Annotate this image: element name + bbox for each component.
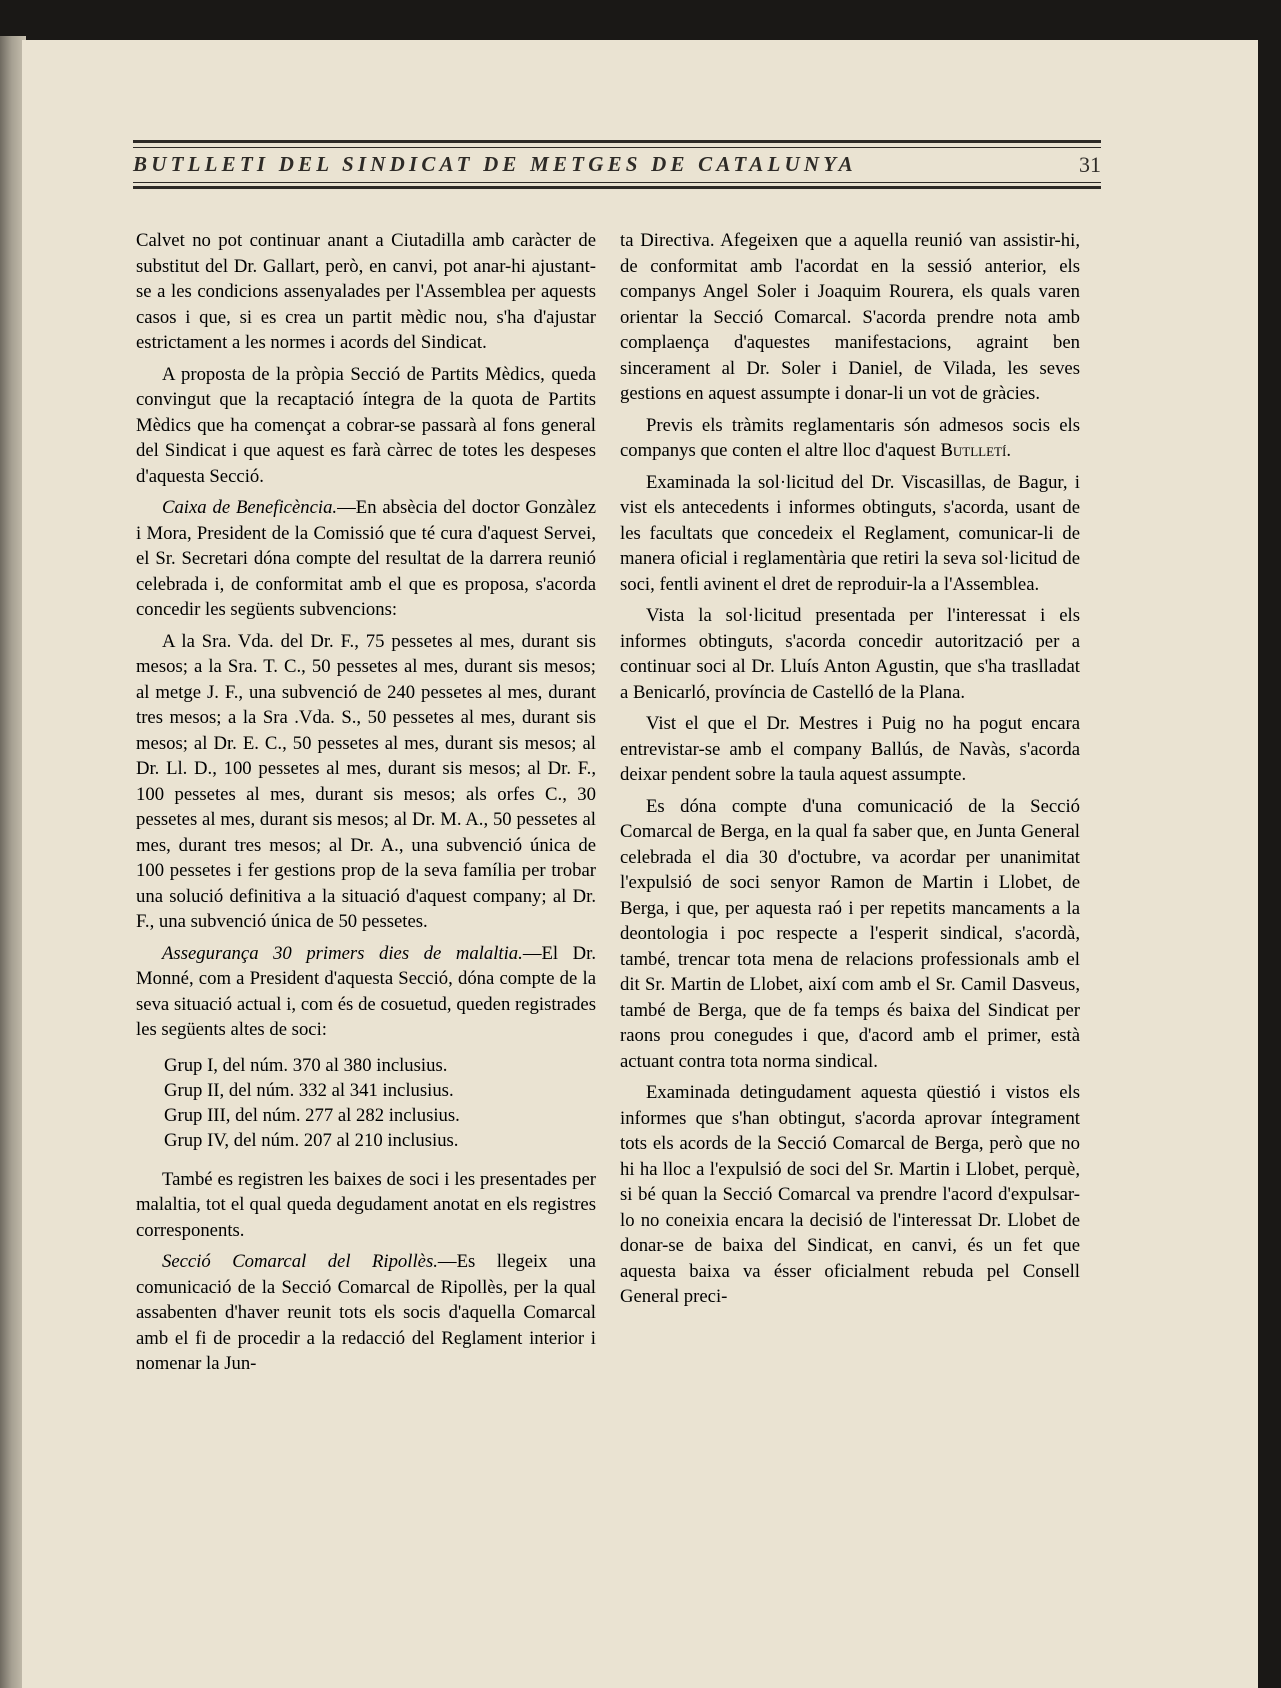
paragraph: A la Sra. Vda. del Dr. F., 75 pessetes al mes, durant sis mesos; a la Sra. T. C., 50 pessetes al mes, durant sis mesos; al metge J. F., una subvenció de 240 pessetes al mes, durant tres mesos; a la Sra .Vda. S., 50 pessetes al mes, durant sis mesos; al Dr. E. C., 50 pessetes al mes, durant sis mesos; al Dr. Ll. D., 100 pessetes al mes, durant sis mesos; al Dr. F., 100 pessetes al mes, durant sis mesos; als orfes C., 30 pessetes al mes, durant sis mesos; al Dr. M. A., 50 pessetes al mes, durant tres mesos; al Dr. A., una subvenció única de 100 pessetes i fer gestions prop de la seva família per trobar una solució definitiva a la situació d'aquest company; al Dr. F., una subvenció única de 50 pessetes. (136, 630, 596, 932)
paragraph (136, 1249, 596, 1377)
header-rule-top-thin (133, 147, 1101, 148)
group-list-item: Grup IV, del núm. 207 al 210 inclusius. (164, 1129, 459, 1151)
paragraph: Calvet no pot continuar anant a Ciutadilla amb caràcter de substitut del Dr. Gallart, però, en canvi, pot anar-hi ajustant-se a les condicions assenyalades per l'Assemblea per aquests casos i que, si es crea un partit mèdic nou, s'ha d'ajustar estrictament a les normes i acords del Sindicat. (136, 230, 596, 353)
paragraph: A proposta de la pròpia Secció de Partits Mèdics, queda convingut que la recaptació íntegra de la quota de Partits Mèdics que ha començat a cobrar-se passarà al fons general del Sindicat i que aquest es farà càrrec de totes les despeses d'aquesta Secció. (136, 363, 596, 487)
bulletin-name: Butlletí. (940, 440, 1011, 461)
paragraph: Vista la sol·licitud presentada per l'interessat i els informes obtinguts, s'acorda concedir autorització per a continuar soci al Dr. Lluís Anton Agustin, que s'ha traslladat a Benicarló, província de Castelló de la Plana. (620, 605, 1080, 703)
paragraph: Vist el que el Dr. Mestres i Puig no ha pogut encara entrevistar-se amb el company Ballús, de Navàs, s'acorda deixar pendent sobre la taula aquest assumpte. (620, 713, 1080, 785)
section-lead: Secció Comarcal del Ripollès. (162, 1251, 438, 1272)
page-number: 31 (1079, 152, 1101, 177)
paragraph: ta Directiva. Afegeixen que a aquella reunió van assistir-hi, de conformitat amb l'acordat en la sessió anterior, els companys Angel Soler i Joaquim Rourera, els quals varen orientar la Secció Comarcal. S'acorda prendre nota amb complaença d'aquestes manifestacions, agraint ben sincerament al Dr. Soler i Daniel, de Vilada, les seves gestions en aquest assumpte i donar-li un vot de gràcies. (620, 230, 1080, 404)
paragraph: També es registren les baixes de soci i les presentades per malaltia, tot el qual queda degudament anotat en els registres corresponents. (136, 1168, 596, 1241)
group-list-item: Grup III, del núm. 277 al 282 inclusius. (164, 1104, 460, 1126)
paragraph (620, 413, 1080, 464)
paragraph (136, 941, 596, 1043)
header-rule-bottom-thin (133, 182, 1101, 183)
group-list (164, 1053, 596, 1153)
right-column (620, 228, 1080, 1316)
left-column (136, 228, 596, 1383)
header-rule-top-thick (133, 140, 1101, 143)
section-lead: Caixa de Beneficència. (162, 497, 338, 518)
paragraph: Es dóna compte d'una comunicació de la Secció Comarcal de Berga, en la qual fa saber que, en Junta General celebrada el dia 30 d'octubre, va acordar per unanimitat l'expulsió de soci senyor Ramon de Martin i Llobet, de Berga, i que, per aquesta raó i per repetits mancaments a la deontologia i poc respecte a l'esperit sindical, s'acordà, també, trencar tota mena de relacions professionals amb el dit Sr. Martin de Llobet, així com amb el Sr. Camil Dasveus, també de Berga, que de fa temps és baixa del Sindicat per raons prou conegudes i que, d'acord amb el primer, està actuant contra tota norma sindical. (620, 795, 1080, 1072)
running-header (133, 100, 1101, 198)
group-list-item: Grup I, del núm. 370 al 380 inclusius. (164, 1054, 448, 1076)
paragraph (136, 495, 596, 623)
paragraph-text: —Es llegeix una comunicació de la Secció Comarcal de Ripollès, per la qual assabenten d'haver reunit tots els socis d'aquella Comarcal amb el fi de procedir a la redacció del Reglament interior i nomenar la Jun- (136, 1251, 596, 1374)
paragraph: Examinada detingudament aquesta qüestió i vistos els informes que s'han obtingut, s'acorda aprovar íntegrament tots els acords de la Secció Comarcal de Berga, però que no hi ha lloc a l'expulsió de soci del Sr. Martin i Llobet, perquè, si bé quan la Secció Comarcal va prendre l'acord d'expulsar-lo no coneixia encara la decisió de l'interessat Dr. Llobet de donar-se de baixa del Sindicat, en canvi, és un fet que aquesta baixa va ésser oficialment rebuda pel Consell General preci- (620, 1082, 1080, 1307)
journal-title: BUTLLETI DEL SINDICAT DE METGES DE CATALUNYA (133, 152, 857, 176)
paragraph-text: Previs els tràmits reglamentaris són admesos socis els companys que conten el altre lloc d'aquest (620, 414, 1080, 461)
paragraph-text: —El Dr. Monné, com a President d'aquesta Secció, dóna compte de la seva situació actual i, com és de cosuetud, queden registrades les següents altes de soci: (136, 942, 597, 1040)
paragraph-text: —En absècia del doctor Gonzàlez i Mora, President de la Comissió que té cura d'aquest Servei, el Sr. Secretari dóna compte del resultat de la darrera reunió celebrada i, de conformitat amb el que es proposa, s'acorda concedir les següents subvencions: (136, 497, 596, 620)
header-rule-bottom-thick (133, 186, 1101, 189)
group-list-item: Grup II, del núm. 332 al 341 inclusius. (164, 1079, 454, 1101)
paragraph: Examinada la sol·licitud del Dr. Viscasillas, de Bagur, i vist els antecedents i informes obtinguts, s'acorda, usant de les facultats que concedeix el Reglament, comunicar-li de manera oficial i reglamentària que retiri la seva sol·licitud de soci, fentli avinent el dret de reproduir-la a l'Assemblea. (620, 471, 1080, 595)
section-lead: Assegurança 30 primers dies de malaltia. (162, 942, 523, 964)
